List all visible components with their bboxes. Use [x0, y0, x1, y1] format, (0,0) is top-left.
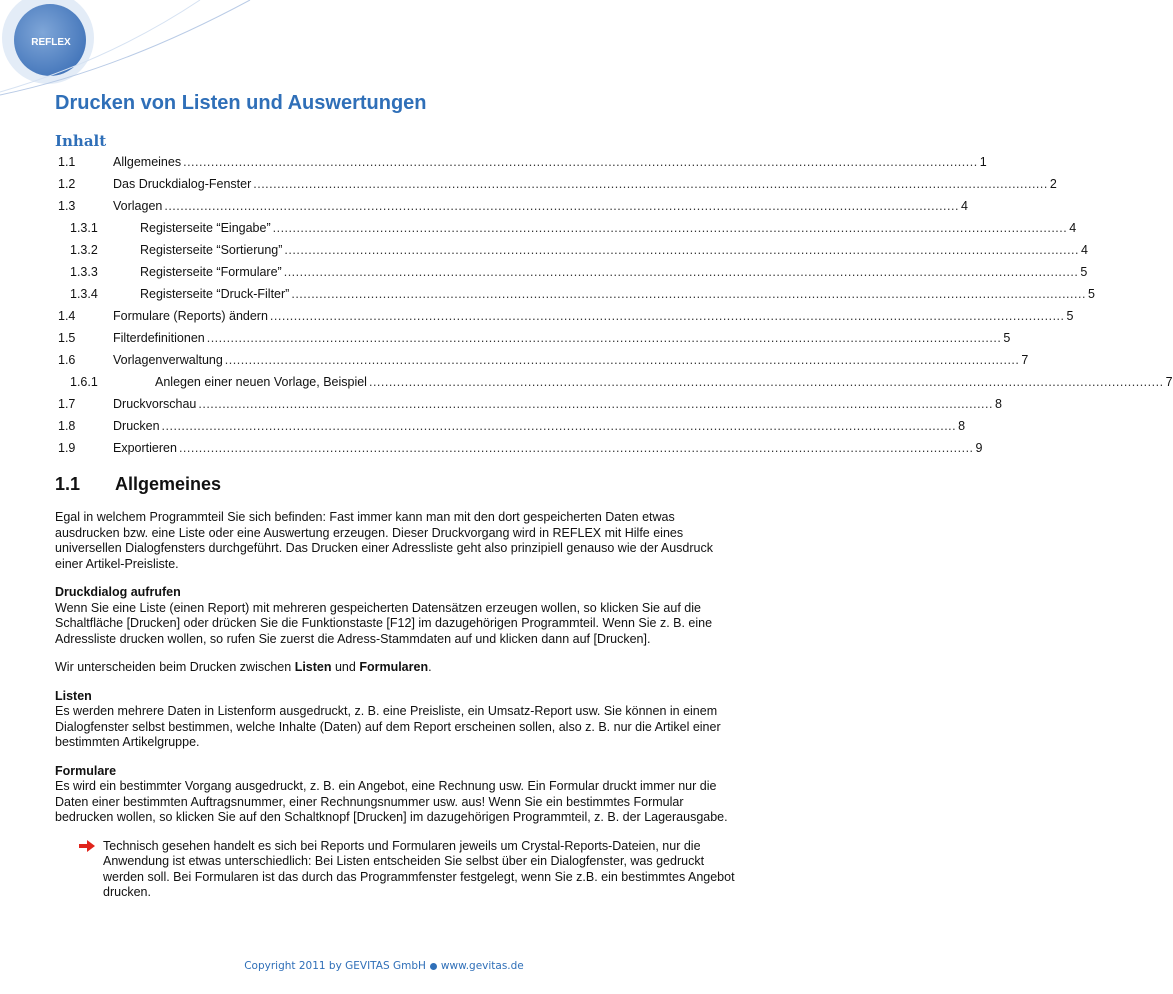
toc-entry-title: Vorlagen — [113, 199, 163, 213]
formulare-text: Es wird ein bestimmter Vorgang ausgedruckt, z. B. ein Angebot, eine Rechnung usw. Ein Formular druckt immer nur die Daten einer bestimmten Auftragsnummer, einer Rechnungsnummer usw. aus! Wenn Sie ein bestimmtes Formular bedrucken wollen, so klicken Sie auf den Schaltknopf [Drucken] im dazugehörigen Programmteil, z. B. der Lagerausgabe. — [55, 779, 728, 824]
toc-entry-page: 5 — [1066, 309, 1074, 323]
toc-leader-dots: ........................................................................................................................................................................................................ — [368, 375, 1164, 389]
toc-entry-number: 1.8 — [58, 419, 76, 433]
toc-entry[interactable] — [0, 393, 1002, 415]
toc-entry[interactable] — [0, 261, 1088, 283]
toc-entry-number: 1.3.4 — [70, 287, 98, 301]
toc-entry-number: 1.6.1 — [70, 375, 98, 389]
toc-entry-number: 1.4 — [58, 309, 76, 323]
distinguish-listen: Listen — [294, 660, 332, 674]
red-arrow-icon — [79, 840, 95, 852]
distinguish-mid: und — [331, 660, 360, 674]
toc-leader-dots: ........................................................................................................................................................................................................ — [291, 287, 1086, 301]
toc-leader-dots: ........................................................................................................................................................................................................ — [253, 177, 1048, 191]
druckdialog-block — [55, 585, 735, 647]
toc-leader-dots: ........................................................................................................................................................................................................ — [198, 397, 993, 411]
toc-leader-dots: ........................................................................................................................................................................................................ — [272, 221, 1068, 235]
toc-leader-dots: ........................................................................................................................................................................................................ — [183, 155, 978, 169]
toc-entry-title: Druckvorschau — [113, 397, 197, 411]
druckdialog-heading: Druckdialog aufrufen — [55, 585, 181, 599]
toc-entry-page: 9 — [975, 441, 983, 455]
toc-entry[interactable] — [0, 173, 1057, 195]
listen-block — [55, 689, 735, 751]
distinguish-formularen: Formularen — [359, 660, 429, 674]
toc-entry-number: 1.3.1 — [70, 221, 98, 235]
toc-entry-page: 1 — [979, 155, 987, 169]
section-number: 1.1 — [55, 474, 81, 494]
formulare-heading: Formulare — [55, 763, 117, 778]
formulare-block — [55, 764, 735, 826]
toc-entry-number: 1.3 — [58, 199, 76, 213]
toc-entry-title: Formulare (Reports) ändern — [113, 309, 268, 323]
toc-entry-number: 1.5 — [58, 331, 76, 345]
distinguish-post: . — [428, 660, 432, 674]
toc-leader-dots: ........................................................................................................................................................................................................ — [164, 199, 959, 213]
distinguish-pre: Wir unterscheiden beim Drucken zwischen — [55, 660, 295, 674]
logo-text: REFLEX — [31, 37, 71, 48]
toc-entry-page: 5 — [1087, 287, 1095, 301]
toc-entry-number: 1.3.3 — [70, 265, 98, 279]
toc-entry-title: Allgemeines — [113, 155, 182, 169]
toc-entry-page: 8 — [994, 397, 1002, 411]
toc-entry-title: Anlegen einer neuen Vorlage, Beispiel — [155, 375, 367, 389]
footer-website[interactable]: www.gevitas.de — [440, 960, 524, 972]
toc-entry[interactable] — [0, 371, 1173, 393]
toc-entry-title: Exportieren — [113, 441, 177, 455]
toc-entry[interactable] — [0, 349, 1029, 371]
toc-entry[interactable] — [0, 327, 1011, 349]
section-heading — [55, 474, 221, 495]
header-logo-area — [0, 0, 300, 100]
toc-entry-page: 4 — [1081, 243, 1088, 257]
intro-paragraph: Egal in welchem Programmteil Sie sich befinden: Fast immer kann man mit den dort gespeicherten Daten etwas ausdrucken bzw. eine Liste oder eine Auswertung erzeugen. Dieser Druckvorgang wird in REFLEX mit Hilfe eines universellen Dialogfensters durchgeführt. Das Drucken einer Adressliste geht also prinzipiell genauso wie der Ausdruck einer Artikel-Preisliste. — [55, 510, 713, 571]
note-block — [55, 839, 735, 901]
distinguish-paragraph — [55, 660, 735, 676]
page-title: Drucken von Listen und Auswertungen — [55, 92, 427, 114]
toc-entry-page: 7 — [1021, 353, 1029, 367]
toc-entry-title: Registerseite “Eingabe” — [140, 221, 271, 235]
toc-entry[interactable] — [0, 217, 1077, 239]
toc-entry-number: 1.6 — [58, 353, 76, 367]
toc-entry-number: 1.7 — [58, 397, 76, 411]
toc-entry-number: 1.9 — [58, 441, 76, 455]
note-text: Technisch gesehen handelt es sich bei Reports und Formularen jeweils um Crystal-Reports-Dateien, nur die Anwendung ist etwas unterschiedlich: Bei Listen entscheiden Sie selbst über ein Dialogfenster, was gedruckt werden soll. Bei Formularen ist das durch das Programmfenster festgelegt, wenn Sie z.B. ein bestimmtes Angebot drucken. — [103, 838, 735, 899]
toc-entry-title: Drucken — [113, 419, 160, 433]
toc-entry[interactable] — [0, 437, 983, 459]
listen-text: Es werden mehrere Daten in Listenform ausgedruckt, z. B. eine Preisliste, ein Umsatz-Report usw. Sie können in einem Dialogfenster selbst bestimmen, welche Inhalte (Daten) auf dem Report erscheinen sollen, also z. B. nur die Artikel einer bestimmten Artikelgruppe. — [55, 704, 721, 749]
toc-entry-title: Das Druckdialog-Fenster — [113, 177, 252, 191]
toc-leader-dots: ........................................................................................................................................................................................................ — [283, 265, 1079, 279]
toc-leader-dots: ........................................................................................................................................................................................................ — [269, 309, 1065, 323]
toc-leader-dots: ........................................................................................................................................................................................................ — [224, 353, 1020, 367]
toc-leader-dots: ........................................................................................................................................................................................................ — [206, 331, 1002, 345]
toc-entry-title: Registerseite “Formulare” — [140, 265, 282, 279]
toc-entry-page: 4 — [960, 199, 968, 213]
toc-entry-page: 5 — [1003, 331, 1011, 345]
toc-entry-title: Registerseite “Sortierung” — [140, 243, 283, 257]
toc-entry-title: Vorlagenverwaltung — [113, 353, 223, 367]
toc-entry-page: 7 — [1165, 375, 1173, 389]
toc-leader-dots: ........................................................................................................................................................................................................ — [161, 419, 957, 433]
table-of-contents — [0, 151, 1173, 459]
toc-entry[interactable] — [0, 283, 1095, 305]
toc-entry-number: 1.3.2 — [70, 243, 98, 257]
toc-entry-number: 1.2 — [58, 177, 76, 191]
section-body — [55, 510, 735, 901]
toc-entry-page: 5 — [1080, 265, 1088, 279]
druckdialog-text: Wenn Sie eine Liste (einen Report) mit mehreren gespeicherten Datensätzen erzeugen wollen, so klicken Sie auf die Schaltfläche [Drucken] oder drücken Sie die Funktionstaste [F12] im dazugehörigen Programmteil. Wenn Sie z. B. eine Adressliste drucken wollen, so rufen Sie zuerst die Adress-Stammdaten auf und klicken dann auf [Drucken]. — [55, 600, 713, 646]
toc-leader-dots: ........................................................................................................................................................................................................ — [284, 243, 1080, 257]
section-title: Allgemeines — [115, 474, 222, 494]
bullet-dot-icon — [430, 963, 437, 970]
toc-entry-page: 8 — [958, 419, 966, 433]
toc-entry-title: Filterdefinitionen — [113, 331, 205, 345]
toc-entry[interactable] — [0, 151, 987, 173]
toc-entry[interactable] — [0, 305, 1074, 327]
toc-entry[interactable] — [0, 415, 966, 437]
toc-entry-page: 2 — [1049, 177, 1057, 191]
toc-entry[interactable] — [0, 195, 968, 217]
toc-entry-number: 1.1 — [58, 155, 76, 169]
toc-leader-dots: ........................................................................................................................................................................................................ — [178, 441, 974, 455]
toc-entry[interactable] — [0, 239, 1088, 261]
toc-entry-title: Registerseite “Druck-Filter” — [140, 287, 290, 301]
footer-copyright: Copyright 2011 by GEVITAS GmbH — [244, 960, 426, 972]
listen-heading: Listen — [55, 688, 92, 703]
page-footer — [0, 960, 768, 972]
toc-heading: Inhalt — [55, 132, 107, 150]
toc-entry-page: 4 — [1069, 221, 1077, 235]
